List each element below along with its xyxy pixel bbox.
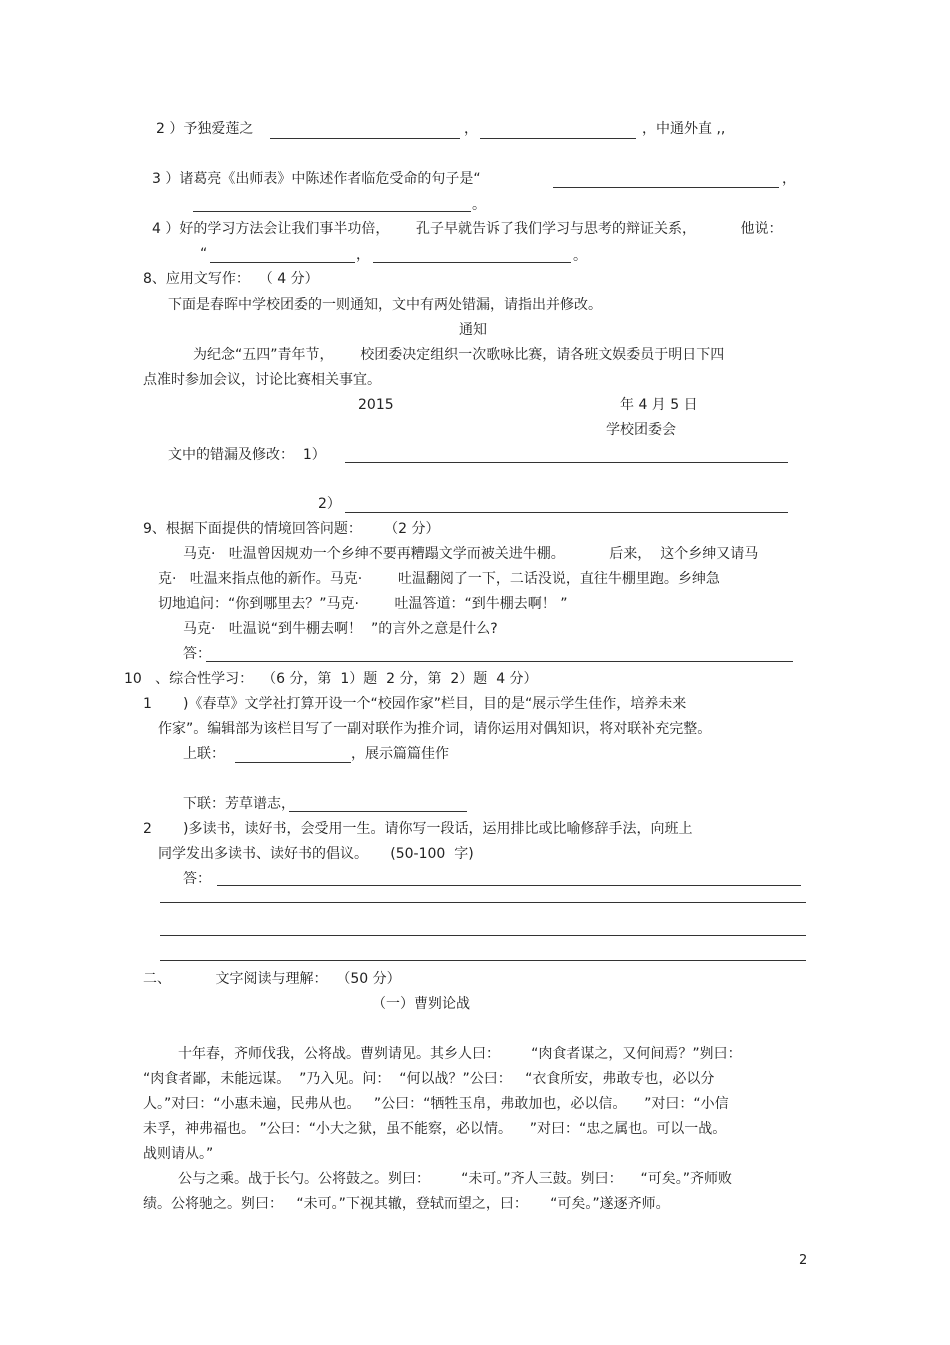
part2-heading: 二、 文字阅读与理解： （50 分） bbox=[143, 971, 401, 987]
notice-title: 通知 bbox=[459, 322, 487, 338]
q8-error-label-1: 文中的错漏及修改： 1） bbox=[168, 447, 326, 463]
q10-answer-line-2[interactable] bbox=[160, 902, 806, 903]
q7-line3-end: 。 bbox=[472, 197, 486, 213]
q10-sub2-number: 2 bbox=[143, 821, 152, 837]
q7-line2-blank-1[interactable] bbox=[270, 138, 460, 139]
q7-line3-blank-1[interactable] bbox=[553, 187, 779, 188]
q7-line3-comma: ， bbox=[782, 171, 796, 187]
upper-couplet-suffix: ，展示篇篇佳作 bbox=[351, 746, 449, 762]
notice-date: 年 4 月 5 日 bbox=[620, 397, 698, 413]
notice-signature: 学校团委会 bbox=[606, 422, 676, 438]
passage-line7: 绩。公将驰之。刿曰： “未可。”下视其辙，登轼而望之，曰： “可矣。”遂逐齐师。 bbox=[143, 1196, 670, 1212]
notice-body-line2: 点准时参加会议，讨论比赛相关事宜。 bbox=[143, 372, 381, 388]
passage-line6: 公与之乘。战于长勺。公将鼓之。刿曰： “未可。”齐人三鼓。刿曰： “可矣。”齐师败 bbox=[178, 1171, 732, 1187]
q7-line4-end: 。 bbox=[573, 248, 587, 264]
q10-sub1-number: 1 bbox=[143, 696, 152, 712]
q7-line2-comma: ， bbox=[464, 121, 478, 137]
q7-line2-blank-2[interactable] bbox=[480, 138, 636, 139]
lower-couplet-blank[interactable] bbox=[289, 811, 467, 812]
q7-line3-blank-2[interactable] bbox=[193, 211, 471, 212]
q8-answer-blank-1[interactable] bbox=[345, 462, 788, 463]
q9-answer-blank[interactable] bbox=[206, 661, 793, 662]
q7-line4-text: 4 ）好的学习方法会让我们事半功倍， 孔子早就告诉了我们学习与思考的辩证关系， 他说： bbox=[152, 221, 783, 237]
lower-couplet-text: 下联：芳草谱志， bbox=[183, 796, 295, 812]
q10-answer-line-1[interactable] bbox=[217, 885, 801, 886]
notice-year: 2015 bbox=[358, 397, 394, 413]
q8-heading: 8、应用文写作： （ 4 分） bbox=[143, 271, 319, 287]
q10-sub2-text-line2: 同学发出多读书、读好书的倡议。 (50-100 字) bbox=[158, 846, 474, 862]
q10-answer-line-4[interactable] bbox=[160, 960, 806, 961]
q10-sub2-text-line1: )多读书，读好书，会受用一生。请你写一段话，运用排比或比喻修辞手法，向班上 bbox=[183, 821, 693, 837]
q9-answer-label: 答： bbox=[183, 646, 211, 662]
page-number: 2 bbox=[799, 1253, 808, 1268]
q7-line4-blank-1[interactable] bbox=[210, 262, 355, 263]
passage-line5: 战则请从。” bbox=[143, 1146, 214, 1162]
passage-line3: 人。”对曰：“小惠未遍，民弗从也。 ”公曰：“牺牲玉帛，弗敢加也，必以信。 ”对曰：“小信 bbox=[143, 1096, 729, 1112]
q7-line3-prefix: 3 ）诸葛亮《出师表》中陈述作者临危受命的句子是“ bbox=[152, 171, 481, 187]
q8-answer-blank-2[interactable] bbox=[345, 512, 788, 513]
q7-line2-prefix: 2 ）予独爱莲之 bbox=[156, 121, 254, 137]
passage-line2: “肉食者鄙，未能远谋。 ”乃入见。问： “何以战？”公曰： “衣食所安，弗敢专也，必以分 bbox=[143, 1071, 715, 1087]
q7-line4-blank-2[interactable] bbox=[373, 262, 571, 263]
passage-title: （一）曹刿论战 bbox=[372, 996, 470, 1012]
upper-couplet-blank[interactable] bbox=[235, 762, 351, 763]
q8-intro: 下面是春晖中学校团委的一则通知，文中有两处错漏，请指出并修改。 bbox=[168, 297, 602, 313]
q9-passage-line1: 马克· 吐温曾因规劝一个乡绅不要再糟蹋文学而被关进牛棚。 后来， 这个乡绅又请马 bbox=[183, 546, 759, 562]
q10-answer-line-3[interactable] bbox=[160, 935, 806, 936]
q7-line2-suffix: ，中通外直 ,, bbox=[642, 121, 726, 137]
upper-couplet-label: 上联： bbox=[183, 746, 225, 762]
passage-line4: 未孚，神弗福也。 ”公曰：“小大之狱，虽不能察，必以情。 ”对曰：“忠之属也。可以一战。 bbox=[143, 1121, 727, 1137]
q9-passage-line2: 克· 吐温来指点他的新作。马克· 吐温翻阅了一下，二话没说，直往牛棚里跑。乡绅急 bbox=[158, 571, 720, 587]
q7-line4-comma: ， bbox=[356, 247, 370, 263]
q10-sub1-text-line1: )《春草》文学社打算开设一个“校园作家”栏目，目的是“展示学生佳作，培养未来 bbox=[183, 696, 687, 712]
q9-heading: 9、根据下面提供的情境回答问题： （2 分） bbox=[143, 521, 440, 537]
q10-sub1-text-line2: 作家”。编辑部为该栏目写了一副对联作为推介词，请你运用对偶知识，将对联补充完整。 bbox=[158, 721, 712, 737]
q8-error-label-2: 2） bbox=[318, 496, 341, 512]
notice-body-line1: 为纪念“五四”青年节， 校团委决定组织一次歌咏比赛，请各班文娱委员于明日下四 bbox=[193, 347, 725, 363]
q7-line4-quote: “ bbox=[200, 246, 208, 262]
passage-line1: 十年春，齐师伐我，公将战。曹刿请见。其乡人曰： “肉食者谋之，又何间焉？”刿曰： bbox=[178, 1046, 742, 1062]
q10-answer-label: 答： bbox=[183, 871, 211, 887]
q10-heading: 10 、综合性学习： （6 分，第 1）题 2 分，第 2）题 4 分） bbox=[124, 671, 538, 687]
q9-passage-line3: 切地追问：“你到哪里去？”马克· 吐温答道：“到牛棚去啊！ ” bbox=[158, 596, 568, 612]
q9-question: 马克· 吐温说“到牛棚去啊！ ”的言外之意是什么? bbox=[183, 621, 498, 637]
